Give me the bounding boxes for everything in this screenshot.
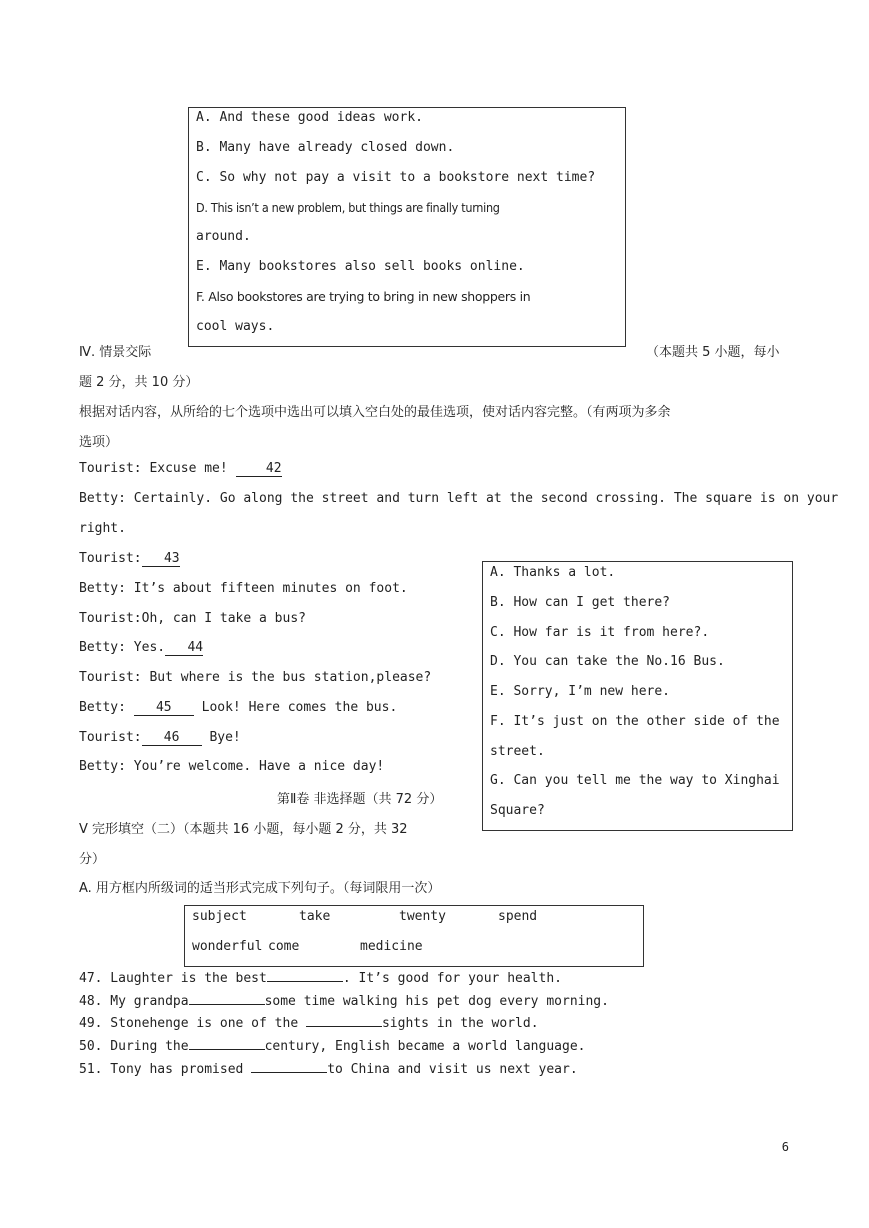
dialogue-line [79, 461, 282, 477]
option-line: A. And these good ideas work. [196, 110, 423, 125]
dialogue-text: Betty: Yes. [79, 640, 166, 655]
section-4-instruction: 根据对话内容，从所给的七个选项中选出可以填入空白处的最佳选项，使对话内容完整。（有两项为多余 [79, 405, 671, 420]
section-5-title-cont: 分） [79, 852, 106, 867]
dialogue-line [79, 730, 241, 746]
word: medicine [360, 939, 423, 954]
option-line: E. Many bookstores also sell books online. [196, 259, 525, 274]
blank-43: 43 [142, 552, 180, 567]
option-line: around. [196, 229, 251, 244]
options-box-2 [482, 561, 793, 831]
word: spend [498, 909, 538, 924]
option-line: F. Also bookstores are trying to bring in new shoppers in [196, 289, 531, 304]
sentence-51 [79, 1062, 578, 1077]
sentence-text: to China and visit us next year. [327, 1062, 578, 1077]
section-4-title: Ⅳ. 情景交际 [79, 345, 152, 360]
option-line: Square? [490, 803, 545, 818]
dialogue-line: Tourist: But where is the bus station,please? [79, 670, 432, 685]
sentence-text: century, English became a world language. [264, 1039, 586, 1054]
dialogue-text: Tourist: [79, 551, 142, 566]
sentence-text: 48. My grandpa [79, 994, 189, 1009]
option-line: street. [490, 744, 545, 759]
section-4-score-cont: 题 2 分，共 10 分） [79, 375, 199, 390]
option-line: B. Many have already closed down. [196, 140, 455, 155]
option-line: D. This isn’t a new problem, but things are finally turning [196, 200, 500, 215]
blank [251, 1072, 327, 1073]
option-line: G. Can you tell me the way to Xinghai [490, 773, 780, 788]
sentence-text: sights in the world. [381, 1016, 539, 1031]
section-5-title: Ⅴ 完形填空（二）（本题共 16 小题，每小题 2 分，共 32 [79, 822, 408, 837]
dialogue-text: Bye! [201, 730, 241, 745]
page-number: 6 [781, 1140, 789, 1154]
dialogue-text: Betty: [79, 700, 134, 715]
option-line: F. It’s just on the other side of the [490, 714, 780, 729]
word: come [268, 939, 300, 954]
option-line: D. You can take the No.16 Bus. [490, 654, 725, 669]
dialogue-text: Look! Here comes the bus. [193, 700, 398, 715]
sentence-text: 47. Laughter is the best [79, 971, 267, 986]
dialogue-text: Tourist: Excuse me! [79, 461, 236, 476]
part-2-title: 第Ⅱ卷 非选择题（共 72 分） [277, 792, 443, 807]
word: subject [192, 909, 247, 924]
section-4-instruction-cont: 选项） [79, 435, 119, 450]
blank-45: 45 [134, 701, 194, 716]
dialogue-text: Tourist: [79, 730, 142, 745]
section-5-instruction: A. 用方框内所级词的适当形式完成下列句子。（每词限用一次） [79, 881, 441, 896]
blank [189, 1049, 265, 1050]
word: twenty [399, 909, 446, 924]
section-4-score: （本题共 5 小题，每小 [646, 345, 780, 360]
dialogue-line: Betty: Certainly. Go along the street and turn left at the second crossing. The square is on your [79, 491, 839, 506]
option-line: C. So why not pay a visit to a bookstore next time? [196, 170, 596, 185]
option-line: B. How can I get there? [490, 595, 671, 610]
sentence-50 [79, 1039, 585, 1054]
option-line: C. How far is it from here?. [490, 625, 710, 640]
dialogue-line: Betty: You’re welcome. Have a nice day! [79, 759, 385, 774]
blank-42: 42 [236, 462, 282, 477]
blank [306, 1026, 382, 1027]
sentence-text: 49. Stonehenge is one of the [79, 1016, 306, 1031]
word: take [299, 909, 331, 924]
option-line: A. Thanks a lot. [490, 565, 616, 580]
dialogue-line [79, 640, 203, 656]
sentence-49 [79, 1016, 539, 1031]
dialogue-line [79, 551, 180, 567]
blank [267, 981, 343, 982]
dialogue-line: Tourist:Oh, can I take a bus? [79, 611, 306, 626]
sentence-text: some time walking his pet dog every morning. [264, 994, 609, 1009]
blank [189, 1004, 265, 1005]
word-box [184, 905, 644, 967]
blank-46: 46 [142, 731, 202, 746]
word: wonderful [192, 939, 263, 954]
sentence-48 [79, 994, 609, 1009]
sentence-text: 51. Tony has promised [79, 1062, 252, 1077]
dialogue-line: Betty: It’s about fifteen minutes on foot. [79, 581, 408, 596]
sentence-text: 50. During the [79, 1039, 189, 1054]
options-box-1 [188, 107, 626, 347]
sentence-47 [79, 971, 562, 986]
option-line: E. Sorry, I’m new here. [490, 684, 671, 699]
dialogue-line [79, 700, 397, 716]
dialogue-line: right. [79, 521, 126, 536]
blank-44: 44 [165, 641, 203, 656]
option-line: cool ways. [196, 319, 275, 334]
sentence-text: . It’s good for your health. [342, 971, 562, 986]
